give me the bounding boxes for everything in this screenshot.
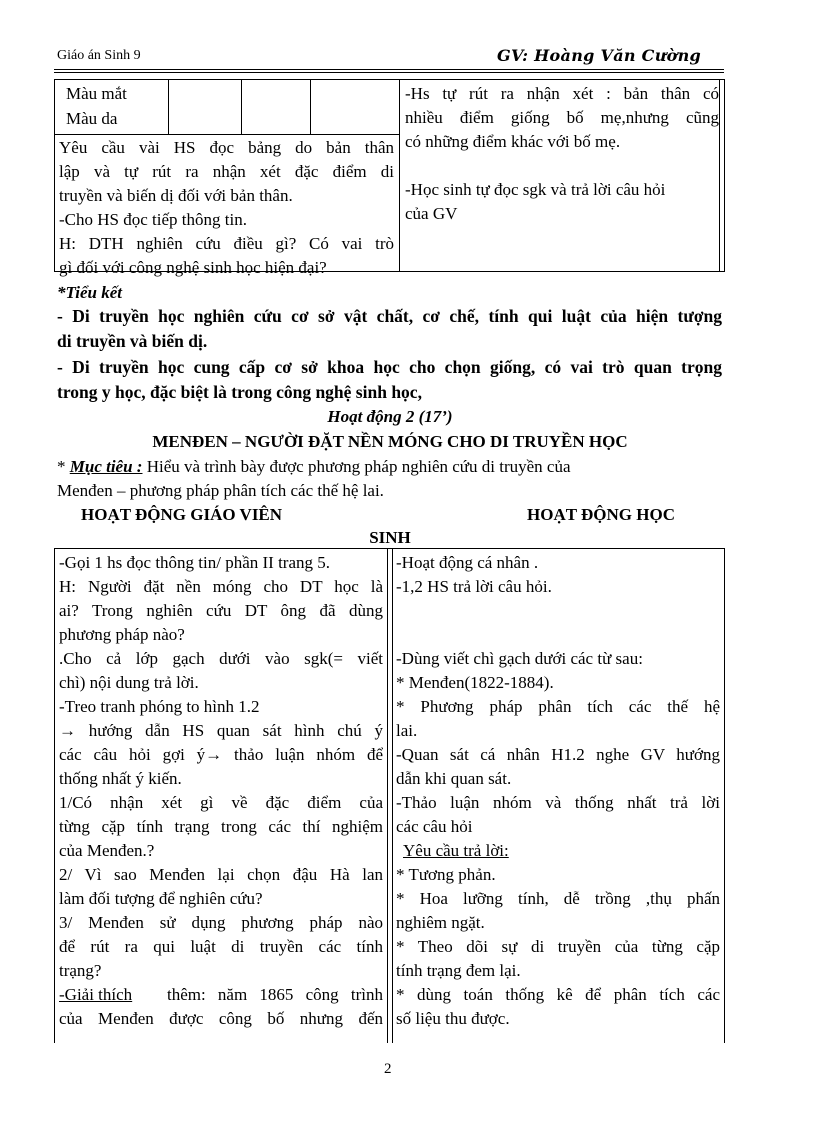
- student-line: -1,2 HS trả lời câu hỏi.: [396, 577, 552, 596]
- table-divider: [168, 80, 169, 134]
- teacher-line: 1/Có nhận xét gì về đặc điểm của: [59, 793, 383, 812]
- page-number: 2: [384, 1061, 392, 1077]
- student-line: -Hoạt động cá nhân .: [396, 553, 539, 572]
- header-subject: Giáo án Sinh 9: [57, 48, 141, 63]
- student-line: nghiêm ngặt.: [396, 913, 485, 932]
- summary-line: - Di truyền học nghiên cứu cơ sở vật chất, cơ chế, tính qui luật của hiện tượng: [57, 306, 722, 326]
- summary-line: di truyền và biến dị.: [57, 331, 208, 351]
- teacher-line: H: Người đặt nền móng cho DT học là: [59, 577, 383, 596]
- objective-text: Hiểu và trình bày được phương pháp nghiên cứu di truyền của: [142, 457, 571, 476]
- table1-left-line: truyền và biến dị đối với bản thân.: [59, 186, 293, 205]
- table1-right-line: nhiều điểm giống bố mẹ,nhưng cũng: [405, 108, 719, 127]
- teacher-line: trạng?: [59, 961, 102, 980]
- teacher-line: 2/ Vì sao Menđen lại chọn đậu Hà lan: [59, 865, 383, 884]
- answer-requirements-label: Yêu cầu trả lời:: [403, 841, 509, 860]
- trait-row: Màu da: [66, 109, 118, 128]
- teacher-line: -Gọi 1 hs đọc thông tin/ phần II trang 5.: [59, 553, 331, 572]
- student-line: * dùng toán thống kê để phân tích các: [396, 985, 720, 1004]
- summary-line: trong y học, đặc biệt là trong công nghệ sinh học,: [57, 382, 422, 402]
- column-header-student: HOẠT ĐỘNG HỌC: [527, 505, 675, 524]
- table1-right-line: có những điểm khác với bố mẹ.: [405, 132, 621, 151]
- teacher-line: làm đối tượng để nghiên cứu?: [59, 889, 263, 908]
- teacher-line: thêm: năm 1865 công trình: [167, 985, 383, 1004]
- student-line: tính trạng đem lại.: [396, 961, 521, 980]
- table1-left-line: gì đối với công nghệ sinh học hiện đại?: [59, 258, 327, 277]
- table-divider: [241, 80, 242, 134]
- student-line: -Quan sát cá nhân H1.2 nghe GV hướng: [396, 745, 720, 764]
- student-line: * Tương phản.: [396, 865, 496, 884]
- teacher-line: .Cho cả lớp gạch dưới vào sgk(= viết: [59, 649, 383, 668]
- student-line: lai.: [396, 721, 418, 740]
- column-header-student-cont: SINH: [369, 528, 411, 547]
- student-line: các câu hỏi: [396, 817, 473, 836]
- activity-heading: MENĐEN – NGƯỜI ĐẶT NỀN MÓNG CHO DI TRUYỀN HỌC: [152, 432, 628, 451]
- teacher-line: của Menđen được công bố nhưng đến: [59, 1009, 383, 1028]
- table-divider: [719, 80, 720, 271]
- student-line: * Theo dõi sự di truyền của từng cặp: [396, 937, 720, 956]
- teacher-line: để rút ra qui luật di truyền các tính: [59, 937, 383, 956]
- header-teacher: GV: Hoàng Văn Cường: [497, 46, 702, 65]
- explain-label: -Giải thích: [59, 985, 133, 1004]
- teacher-line: -Treo tranh phóng to hình 1.2: [59, 697, 260, 716]
- teacher-line: của Menđen.?: [59, 841, 155, 860]
- summary-line: - Di truyền học cung cấp cơ sở khoa học cho chọn giống, có vai trò quan trọng: [57, 357, 722, 377]
- table-divider: [55, 134, 399, 135]
- teacher-line: ai? Trong nghiên cứu DT ông đã dùng: [59, 601, 383, 620]
- teacher-line: chì) nội dung trả lời.: [59, 673, 199, 692]
- table1-left-line: H: DTH nghiên cứu điều gì? Có vai trò: [59, 234, 394, 253]
- objective-star: *: [57, 457, 70, 476]
- teacher-line: các câu hỏi gợi ý→ thảo luận nhóm để: [59, 745, 383, 764]
- student-line: số liệu thu được.: [396, 1009, 510, 1028]
- teacher-line: phương pháp nào?: [59, 625, 185, 644]
- trait-row: Màu mắt: [66, 84, 127, 103]
- student-line: * Phương pháp phân tích các thế hệ: [396, 697, 720, 716]
- student-line: * Hoa lưỡng tính, dễ trồng ,thụ phấn: [396, 889, 720, 908]
- objective-label: Mục tiêu :: [69, 457, 143, 476]
- table-divider: [399, 80, 400, 271]
- table1-right-line: -Hs tự rút ra nhận xét : bản thân có: [405, 84, 719, 103]
- table1-right-line: của GV: [405, 204, 458, 223]
- header-rule-2: [54, 72, 724, 73]
- table-divider: [310, 80, 311, 134]
- table-divider: [392, 549, 393, 1043]
- objective-line: [57, 455, 722, 479]
- table1-right-line: -Học sinh tự đọc sgk và trả lời câu hỏi: [405, 180, 666, 199]
- teacher-line: từng cặp tính trạng trong các thí nghiệm: [59, 817, 383, 836]
- table1-left-line: Yêu cầu vài HS đọc bảng do bản thân: [59, 138, 394, 157]
- table1-left-line: -Cho HS đọc tiếp thông tin.: [59, 210, 247, 229]
- summary-title: *Tiểu kết: [57, 283, 122, 302]
- header-rule: [54, 69, 724, 70]
- student-line: -Dùng viết chì gạch dưới các từ sau:: [396, 649, 643, 668]
- student-line: * Menđen(1822-1884).: [396, 673, 554, 692]
- student-line: -Thảo luận nhóm và thống nhất trả lời: [396, 793, 720, 812]
- activity-title: Hoạt động 2 (17’): [327, 407, 453, 426]
- teacher-line: → hướng dẫn HS quan sát hình chú ý: [59, 721, 383, 740]
- objective-line-2: Menđen – phương pháp phân tích các thế hệ lai.: [57, 481, 384, 500]
- table1-left-line: lập và tự rút ra nhận xét đặc điểm di: [59, 162, 394, 181]
- teacher-line: 3/ Menđen sử dụng phương pháp nào: [59, 913, 383, 932]
- table-divider: [387, 549, 388, 1043]
- teacher-line: thống nhất ý kiến.: [59, 769, 182, 788]
- student-line: dẫn khi quan sát.: [396, 769, 512, 788]
- column-header-teacher: HOẠT ĐỘNG GIÁO VIÊN: [81, 505, 283, 524]
